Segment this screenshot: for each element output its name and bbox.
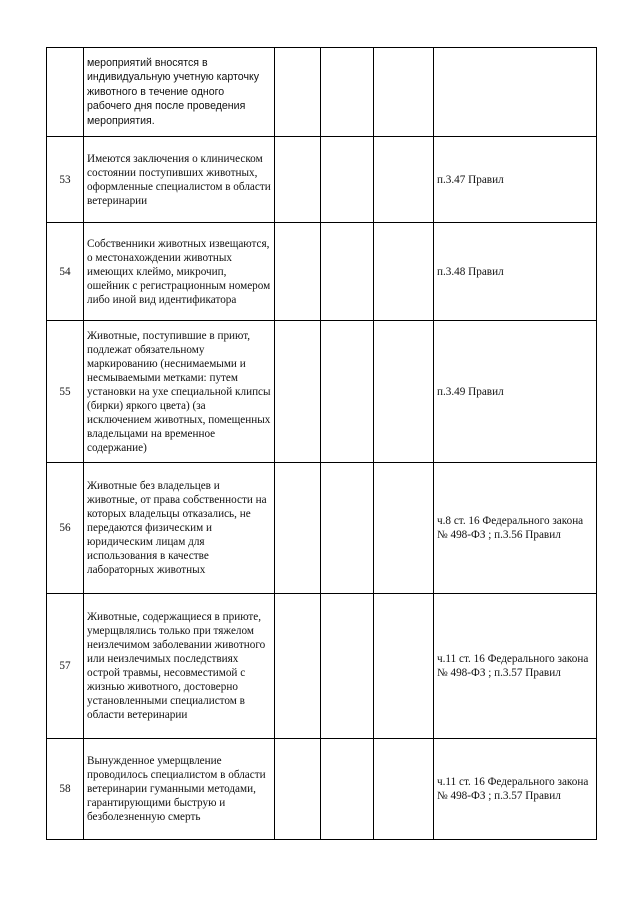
empty-cell (321, 321, 374, 463)
table-row (47, 137, 597, 223)
requirement-text: Собственники животных извещаются, о местонахождении животных имеющих клеймо, микрочип, ошейник с регистрационным номером либо иной вид идентификатора (84, 223, 275, 321)
empty-cell (321, 137, 374, 223)
row-number: 57 (47, 594, 84, 739)
row-number: 55 (47, 321, 84, 463)
table-row (47, 321, 597, 463)
reference-text: ч.11 ст. 16 Федерального закона № 498-ФЗ ; п.3.57 Правил (434, 594, 597, 739)
empty-cell (321, 48, 374, 137)
empty-cell (275, 137, 321, 223)
reference-text: ч.11 ст. 16 Федерального закона № 498-ФЗ ; п.3.57 Правил (434, 739, 597, 840)
empty-cell (275, 223, 321, 321)
empty-cell (374, 463, 434, 594)
table-row (47, 223, 597, 321)
empty-cell (275, 463, 321, 594)
empty-cell (374, 48, 434, 137)
row-number: 54 (47, 223, 84, 321)
table-row (47, 739, 597, 840)
requirement-text: Имеются заключения о клиническом состоянии поступивших животных, оформленные специалистом в области ветеринарии (84, 137, 275, 223)
row-number: 53 (47, 137, 84, 223)
empty-cell (374, 223, 434, 321)
empty-cell (374, 739, 434, 840)
row-number: 56 (47, 463, 84, 594)
reference-text: п.3.48 Правил (434, 223, 597, 321)
empty-cell (321, 739, 374, 840)
table-row (47, 48, 597, 137)
empty-cell (275, 48, 321, 137)
requirement-text: Животные без владельцев и животные, от права собственности на которых владельцы отказались, не передаются физическим и юридическим лицам для использования в качестве лабораторных животных (84, 463, 275, 594)
empty-cell (275, 321, 321, 463)
table-row (47, 463, 597, 594)
empty-cell (275, 594, 321, 739)
requirement-text: мероприятий вносятся в индивидуальную учетную карточку животного в течение одного рабочего дня после проведения мероприятия. (84, 48, 275, 137)
empty-cell (321, 594, 374, 739)
empty-cell (374, 137, 434, 223)
row-number: 58 (47, 739, 84, 840)
empty-cell (321, 463, 374, 594)
checklist-table (46, 47, 597, 840)
reference-text: п.3.49 Правил (434, 321, 597, 463)
empty-cell (374, 321, 434, 463)
reference-text: п.3.47 Правил (434, 137, 597, 223)
table-row (47, 594, 597, 739)
empty-cell (374, 594, 434, 739)
reference-text (434, 48, 597, 137)
reference-text: ч.8 ст. 16 Федерального закона № 498-ФЗ ; п.3.56 Правил (434, 463, 597, 594)
requirement-text: Животные, содержащиеся в приюте, умерщвлялись только при тяжелом неизлечимом заболевании животного или неизлечимых последствиях острой травмы, несовместимой с жизнью животного, достоверно установленными специалистом в области ветеринарии (84, 594, 275, 739)
empty-cell (321, 223, 374, 321)
requirement-text: Вынужденное умерщвление проводилось специалистом в области ветеринарии гуманными методами, гарантирующими быструю и безболезненную смерть (84, 739, 275, 840)
row-number (47, 48, 84, 137)
requirement-text: Животные, поступившие в приют, подлежат обязательному маркированию (неснимаемыми и несмываемыми метками: путем установки на ухе специальной клипсы (бирки) яркого цвета) (за исключением животных, помещенных владельцами на временное содержание) (84, 321, 275, 463)
empty-cell (275, 739, 321, 840)
